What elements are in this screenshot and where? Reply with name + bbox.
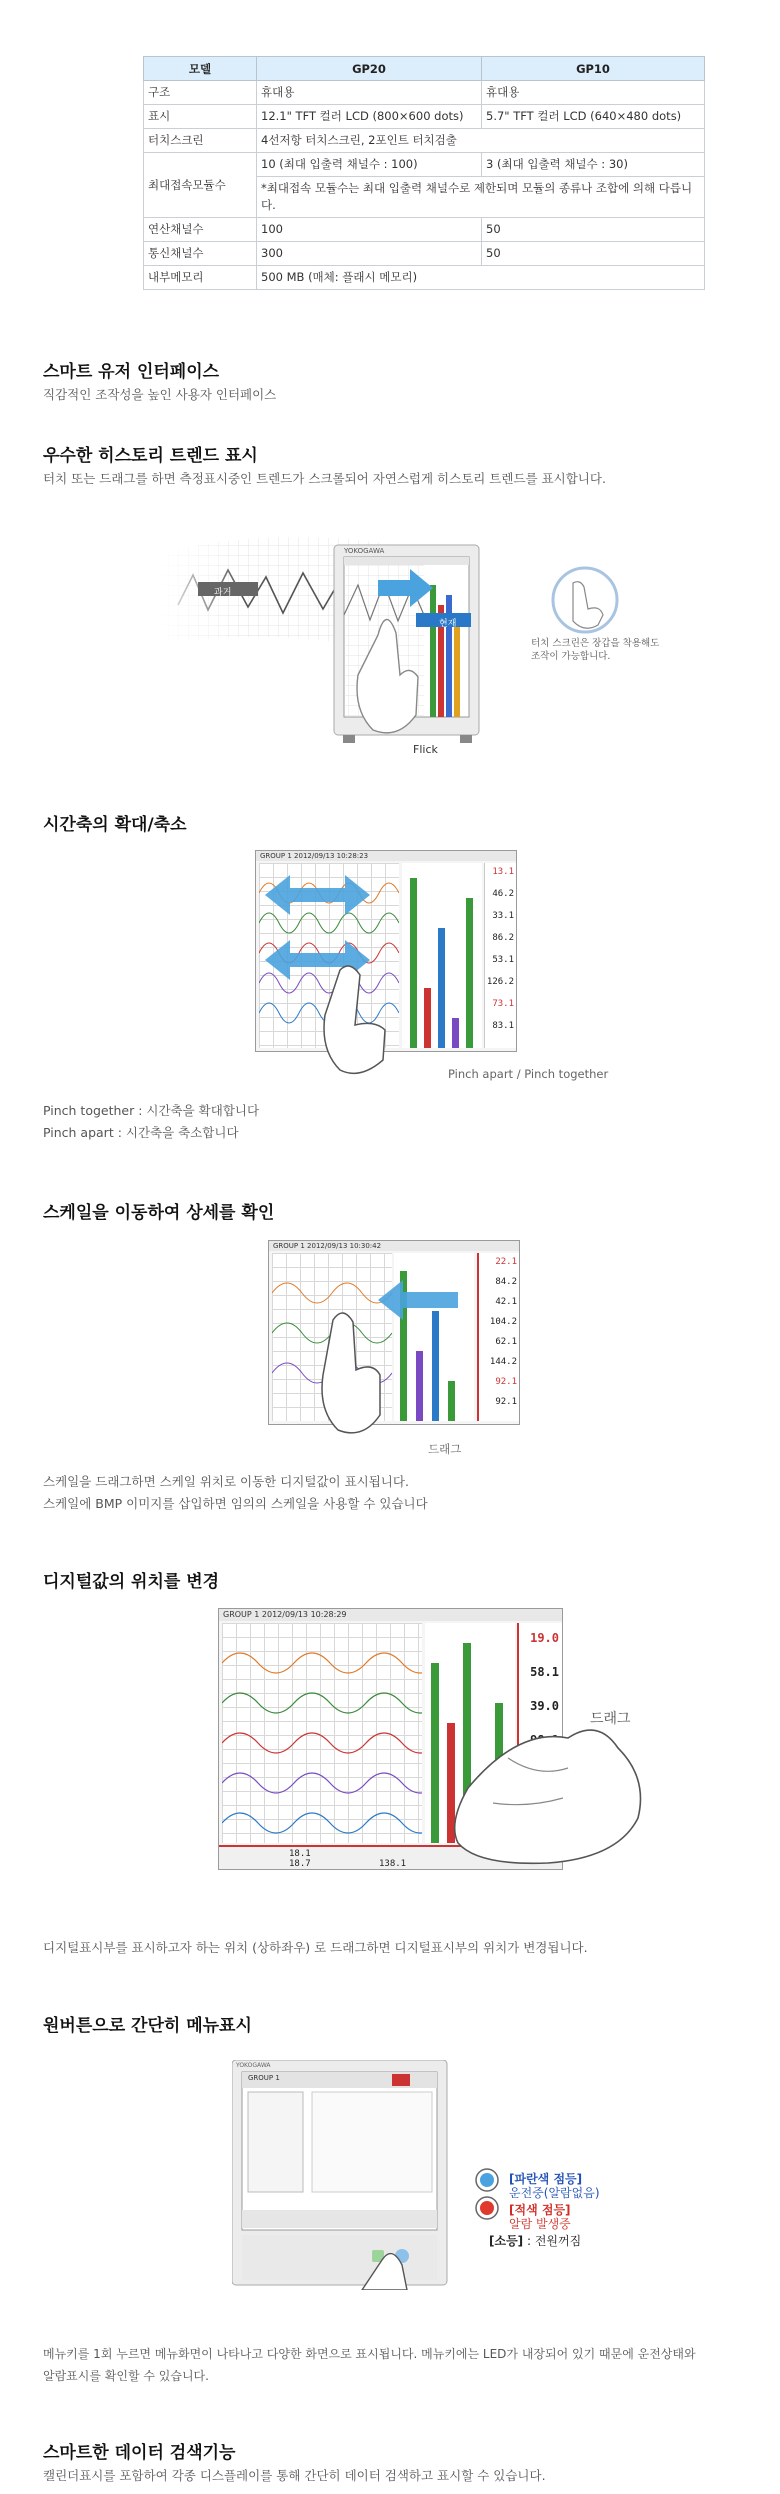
scale-caption: 드래그 (428, 1442, 462, 1456)
table-row (144, 218, 705, 242)
spec-key: 구조 (144, 81, 257, 105)
spec-both: 4선저항 터치스크린, 2포인트 터치검출 (257, 129, 705, 153)
spec-gp10: 5.7" TFT 컬러 LCD (640×480 dots) (482, 105, 705, 129)
glove-note-2: 조작이 가능합니다. (531, 651, 611, 662)
scale-line-2: 스케일에 BMP 이미지를 삽입하면 임의의 스케일을 사용할 수 있습니다 (43, 1496, 428, 1511)
glove-note-1: 터치 스크린은 장갑을 착용해도 (531, 638, 660, 649)
zoom-line-1: Pinch together : 시간축을 확대합니다 (43, 1103, 260, 1118)
digital-value: 126.2 (486, 977, 514, 987)
digital-value: 62.1 (495, 1337, 517, 1347)
digital-value: 13.1 (492, 867, 514, 877)
digital-line-1: 디지털표시부를 표시하고자 하는 위치 (상하좌우) 로 드래그하면 디지털표시부의 위치가 변경됩니다. (43, 1940, 588, 1955)
spec-key: 표시 (144, 105, 257, 129)
spec-key: 내부메모리 (144, 266, 257, 290)
section-title-search: 스마트한 데이터 검색기능 (43, 2443, 236, 2463)
spec-gp20: 12.1" TFT 컬러 LCD (800×600 dots) (257, 105, 482, 129)
history-trend-figure (148, 525, 688, 760)
spec-header-gp10: GP10 (482, 57, 705, 81)
label-past: 과거 (214, 588, 232, 598)
digital-value: 104.2 (489, 1317, 517, 1327)
spec-gp20: 100 (257, 218, 482, 242)
zoom-figure (255, 850, 520, 1090)
blue-led-desc: 운전중(알람없음) (509, 2186, 600, 2200)
table-row (144, 105, 705, 129)
digital-value: 22.1 (495, 1257, 517, 1267)
digital-value: 86.2 (492, 933, 514, 943)
digital-value: 19.0 (530, 1631, 559, 1645)
section-title-menu: 원버튼으로 간단히 메뉴표시 (43, 2016, 252, 2036)
menu-figure (232, 2060, 652, 2290)
table-row (144, 129, 705, 153)
scale-line-1: 스케일을 드래그하면 스케일 위치로 이동한 디지털값이 표시됩니다. (43, 1474, 409, 1489)
menu-line-1: 메뉴키를 1회 누르면 메뉴화면이 나타나고 다양한 화면으로 표시됩니다. 메뉴키에는 LED가 내장되어 있기 때문에 운전상태와 (43, 2347, 696, 2361)
off-led-desc: : 전원꺼짐 (526, 2234, 582, 2248)
blue-led-label: [파란색 점등] (509, 2172, 583, 2186)
digital-value: 42.1 (495, 1297, 517, 1307)
digital-value: 39.0 (530, 1699, 559, 1713)
digital-value: 73.1 (492, 999, 514, 1009)
section-desc-search: 캘린더표시를 포함하여 각종 디스플레이를 통해 간단히 데이터 검색하고 표시할 수 있습니다. (43, 2468, 546, 2483)
spec-key: 최대접속모듈수 (144, 153, 257, 218)
spec-gp10: 50 (482, 242, 705, 266)
label-now: 현재 (439, 619, 457, 629)
device-brand: YOKOGAWA (344, 547, 385, 555)
digital-screen-header: GROUP 1 2012/09/13 10:28:29 (219, 1609, 562, 1621)
spec-gp20: 휴대용 (257, 81, 482, 105)
spec-key: 연산채널수 (144, 218, 257, 242)
scale-figure (268, 1240, 523, 1455)
pinch-arrows-hand (255, 850, 517, 1080)
zoom-caption: Pinch apart / Pinch together (448, 1067, 609, 1081)
spec-key: 통신채널수 (144, 242, 257, 266)
zoom-screen-header: GROUP 1 2012/09/13 10:28:23 (256, 851, 516, 861)
off-led-text (489, 2232, 581, 2249)
menu-device-brand: YOKOGAWA (236, 2062, 271, 2069)
menu-screen-header: GROUP 1 (248, 2074, 280, 2082)
bottom-value: 18.1 (289, 1849, 311, 1859)
digital-value: 46.2 (492, 889, 514, 899)
section-desc-smart-ui: 직감적인 조작성을 높인 사용자 인터페이스 (43, 387, 277, 402)
spec-gp10: 50 (482, 218, 705, 242)
spec-header-model: 모델 (144, 57, 257, 81)
red-led-desc: 알람 발생중 (509, 2217, 571, 2231)
digital-drag-hand (218, 1608, 668, 1870)
section-title-digital: 디지털값의 위치를 변경 (43, 1572, 220, 1592)
bottom-value: 18.7 (289, 1859, 311, 1869)
scale-drag-hand (268, 1240, 520, 1445)
section-title-history: 우수한 히스토리 트렌드 표시 (43, 446, 258, 466)
digital-value: 33.1 (492, 911, 514, 921)
spec-gp10: 휴대용 (482, 81, 705, 105)
digital-value: 83.1 (492, 1021, 514, 1031)
section-title-smart-ui: 스마트 유저 인터페이스 (43, 362, 220, 382)
menu-device-illustration (232, 2060, 652, 2290)
spec-gp10: 3 (최대 입출력 채널수 : 30) (482, 153, 705, 177)
section-title-scale: 스케일을 이동하여 상세를 확인 (43, 1203, 275, 1223)
red-led-label: [적색 점등] (509, 2203, 571, 2217)
spec-both: 500 MB (매체: 플래시 메모리) (257, 266, 705, 290)
section-desc-history: 터치 또는 드래그를 하면 측정표시중인 트렌드가 스크롤되어 자연스럽게 히스토리 트렌드를 표시합니다. (43, 471, 606, 486)
label-flick: Flick (413, 743, 438, 756)
menu-line-2: 알람표시를 확인할 수 있습니다. (43, 2369, 209, 2383)
off-led-label: [소등] (489, 2234, 524, 2248)
spec-gp20: 300 (257, 242, 482, 266)
spec-gp20: 10 (최대 입출력 채널수 : 100) (257, 153, 482, 177)
table-row (144, 153, 705, 177)
table-row (144, 81, 705, 105)
digital-value: 53.1 (492, 955, 514, 965)
digital-value: 58.1 (530, 1665, 559, 1679)
spec-key: 터치스크린 (144, 129, 257, 153)
bottom-value: 138.1 (379, 1859, 407, 1869)
spec-note: *최대접속 모듈수는 최대 입출력 채널수로 제한되며 모듈의 종류나 조합에 의해 다릅니다. (257, 177, 705, 218)
spec-table (143, 56, 705, 290)
spec-header-row (144, 57, 705, 81)
zoom-line-2: Pinch apart : 시간축을 축소합니다 (43, 1125, 239, 1140)
scale-screen-header: GROUP 1 2012/09/13 10:30:42 (269, 1241, 519, 1251)
digital-figure (218, 1608, 668, 1868)
digital-value: 144.2 (489, 1357, 517, 1367)
section-title-zoom: 시간축의 확대/축소 (43, 815, 187, 835)
digital-value: 84.2 (495, 1277, 517, 1287)
table-row (144, 242, 705, 266)
digital-value: 92.1 (495, 1397, 517, 1407)
spec-header-gp20: GP20 (257, 57, 482, 81)
digital-value: 92.1 (495, 1377, 517, 1387)
digital-caption: 드래그 (590, 1711, 631, 1727)
table-row (144, 266, 705, 290)
